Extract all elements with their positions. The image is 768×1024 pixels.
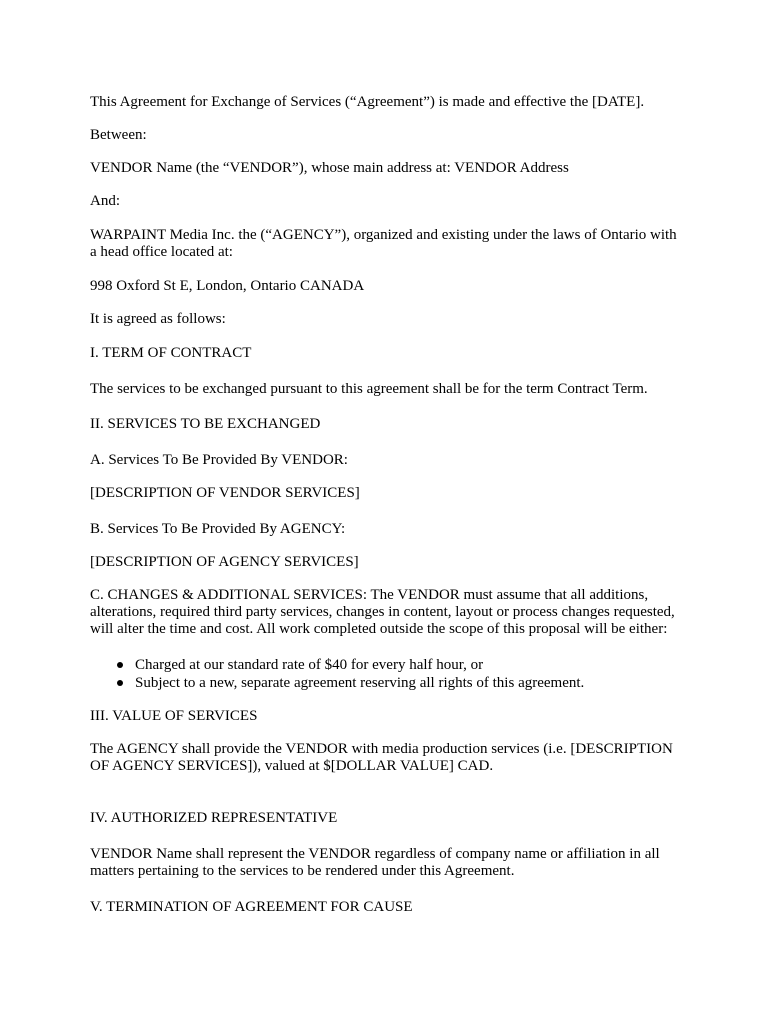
list-item-text: Subject to a new, separate agreement reserving all rights of this agreement. bbox=[135, 675, 585, 691]
and-label: And: bbox=[90, 193, 120, 209]
section-2a-body: [DESCRIPTION OF VENDOR SERVICES] bbox=[90, 485, 360, 501]
agency-party-paragraph: WARPAINT Media Inc. the (“AGENCY”), organized and existing under the laws of Ontario with a head office located at: bbox=[90, 227, 677, 260]
section-5-heading: V. TERMINATION OF AGREEMENT FOR CAUSE bbox=[90, 899, 413, 915]
intro-paragraph: This Agreement for Exchange of Services (“Agreement”) is made and effective the [DATE]. bbox=[90, 94, 645, 110]
vendor-party-paragraph: VENDOR Name (the “VENDOR”), whose main address at: VENDOR Address bbox=[90, 160, 569, 176]
section-2-heading: II. SERVICES TO BE EXCHANGED bbox=[90, 416, 321, 432]
section-3-heading: III. VALUE OF SERVICES bbox=[90, 708, 258, 724]
between-label: Between: bbox=[90, 127, 147, 143]
agency-address: 998 Oxford St E, London, Ontario CANADA bbox=[90, 278, 365, 294]
section-2b-heading: B. Services To Be Provided By AGENCY: bbox=[90, 521, 346, 537]
section-3-body: The AGENCY shall provide the VENDOR with media production services (i.e. [DESCRIPTION OF AGENCY SERVICES]), valued at $[DOLLAR VALUE] CAD. bbox=[90, 741, 673, 774]
bullet-list bbox=[90, 656, 682, 692]
section-2c-paragraph: C. CHANGES & ADDITIONAL SERVICES: The VENDOR must assume that all additions, alterations, required third party services, changes in content, layout or process changes requested, will alter the time and cost. All work completed outside the scope of this proposal will be either: bbox=[90, 587, 675, 637]
section-2b-body: [DESCRIPTION OF AGENCY SERVICES] bbox=[90, 554, 359, 570]
section-4-body: VENDOR Name shall represent the VENDOR regardless of company name or affiliation in all matters pertaining to the services to be rendered under this Agreement. bbox=[90, 846, 660, 879]
agreed-paragraph: It is agreed as follows: bbox=[90, 311, 226, 327]
list-item bbox=[90, 656, 682, 674]
section-1-heading: I. TERM OF CONTRACT bbox=[90, 345, 252, 361]
section-4-heading: IV. AUTHORIZED REPRESENTATIVE bbox=[90, 810, 338, 826]
section-1-body: The services to be exchanged pursuant to this agreement shall be for the term Contract Term. bbox=[90, 381, 648, 397]
list-item-text: Charged at our standard rate of $40 for every half hour, or bbox=[135, 657, 484, 673]
section-2a-heading: A. Services To Be Provided By VENDOR: bbox=[90, 452, 348, 468]
bullet-icon bbox=[117, 680, 123, 686]
list-item bbox=[90, 674, 682, 692]
bullet-icon bbox=[117, 662, 123, 668]
